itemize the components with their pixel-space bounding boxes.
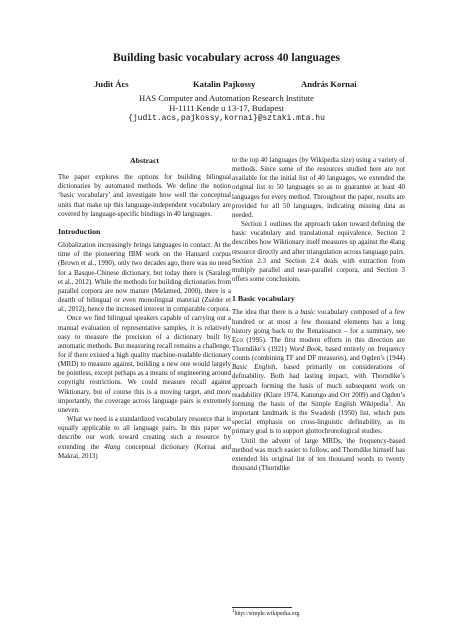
footnote-url: http://simple.wikipedia.org bbox=[234, 611, 300, 617]
section1-paragraph-2: Until the advent of large MRDs, the frequency-based method was much easier to follow, and Thorndike himself has extended his original list of ten thousand words to twenty thousand (Thorndike bbox=[232, 436, 405, 472]
affiliation-institute: HAS Computer and Automation Research Institute bbox=[139, 93, 314, 103]
s1-text-b: vocabulary composed of a few hundred or at most a few thousand elements has a long history going back to the Renaissance – for a summary, see Eco (1995). The first modern efforts in this direction are Thorndike’s (1921) bbox=[232, 308, 405, 353]
author-3: András Kornai bbox=[301, 79, 357, 89]
intro-p3-start: What we need is a standardized vocabulary resource that is equally applicable to all language pairs. In this paper we describe our work toward creating such a resource by extending the bbox=[58, 415, 231, 451]
paper-title: Building basic vocabulary across 40 languages bbox=[113, 52, 340, 64]
right-paragraph-1: to the top 40 languages (by Wikipedia size) using a variety of methods. Since some of the resources studied here are not available for the initial list of 40 languages, we extended the original list to 50 languages so as to guarantee at least 40 languages for every method. Throughout the paper, results are provided for all 50 languages, indicating missing data as needed. bbox=[232, 156, 405, 219]
footnote-rule bbox=[232, 607, 292, 608]
affiliation-address: H-1111 Kende u 13-17, Budapest bbox=[169, 103, 284, 114]
intro-paragraph-2: Once we find bilingual speakers capable of carrying out a manual evaluation of representative samples, it is relatively easy to measure the precision of a dictionary built by automatic methods. But measuring recall remains a challenge, for if there existed a high quality machine-readable dictionary (MRD) to measure against, building a new one would largely be pointless, except perhaps as a means of engineering around copyright restrictions. We could measure recall against Wiktionary, but of course this is a moving target, and more importantly, the coverage across language pairs is extremely uneven. bbox=[58, 314, 231, 414]
s1-text-a: The idea that there is a bbox=[232, 308, 301, 317]
s1-text-e: . An important landmark is the Swadesh (1950) list, which puts special emphasis on cross-linguistic definability, as its primary goal is to support glottochronological studies. bbox=[232, 399, 405, 436]
section1-heading: 1 Basic vocabulary bbox=[232, 294, 295, 304]
intro-paragraph-1: Globalization increasingly brings languages in contact. At the time of the pioneering IBM work on the Hansard corpus (Brown et al., 1990), only two decades ago, there was no need for a Basque-Chinese dictionary, but today there is (Saralegi et al., 2012). While the methods for building dictionaries from parallel corpora are now mature (Melamed, 2000), there is a dearth of bilingual or even monolingual material (Zséder et al., 2012), hence the increased interest in comparable corpora. bbox=[58, 241, 231, 314]
footnote bbox=[232, 610, 405, 618]
abstract-text: The paper explores the options for building bilingual dictionaries by automated methods. We define the notion ‘basic vocabulary’ and investigate how well the conceptual units that make up this language-independent vocabulary are covered by language-specific bindings in 40 languages. bbox=[58, 173, 231, 218]
affiliation bbox=[0, 93, 453, 124]
abstract-heading: Abstract bbox=[129, 156, 159, 165]
s1-text-d: , based primarily on considerations of definability. Both had lasting impact, with Thorndike’s approach forming the basis of much subsequent work on readability (Klare 1974, Kanungo and Orr 2009) and Ogden’s forming the basis of the Simple English Wikipedia bbox=[232, 363, 405, 408]
author-list bbox=[0, 79, 453, 93]
right-column bbox=[232, 156, 405, 473]
author-2: Katalin Pajkossy bbox=[193, 79, 256, 89]
section1-paragraph-1 bbox=[232, 308, 405, 436]
author-1: Judit Ács bbox=[94, 79, 129, 89]
s1-text-c: , based entirely on frequency counts (combining TF and DF measures), and Ogden’s (1944) bbox=[232, 344, 406, 363]
right-paragraph-2: Section 1 outlines the approach taken toward defining the basic vocabulary and translational equivalence. Section 2 describes how Wiktionary itself measures up against the 4lang resource directly and after triangulation across language pairs. Section 2.3 and Section 2.4 deals with extraction from multiply parallel and near-parallel corpora, and Section 3 offers some conclusions. bbox=[232, 220, 405, 284]
footnote-mark: 1 bbox=[232, 609, 235, 614]
intro-heading: Introduction bbox=[58, 226, 101, 236]
s1-em-basic-english: Basic English bbox=[232, 363, 276, 372]
s1-em-basic: basic bbox=[300, 308, 316, 317]
intro-p3-emphasis: 4lang bbox=[104, 442, 121, 451]
s1-em-word-book: Word Book bbox=[289, 344, 321, 353]
affiliation-email: {judit.acs,pajkossy,kornai}@sztaki.mta.hu bbox=[128, 113, 325, 123]
footnote-ref: 1 bbox=[388, 399, 392, 405]
intro-p3-end: conceptual dictionary (Kornai and Makrai, 2013) bbox=[58, 442, 231, 460]
left-column bbox=[58, 156, 231, 461]
intro-paragraph-3 bbox=[58, 415, 231, 461]
